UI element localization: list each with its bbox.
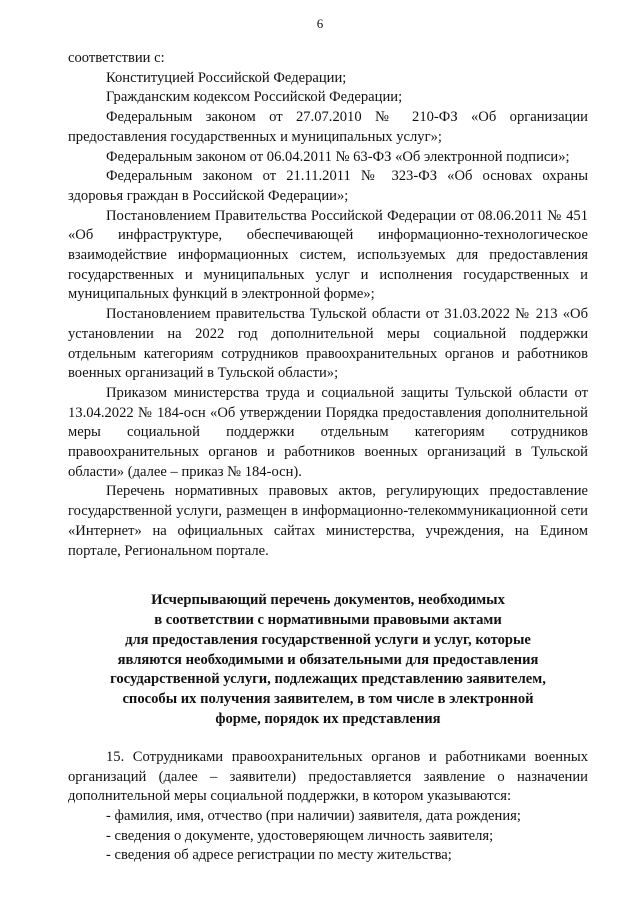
spacer [68, 730, 588, 748]
page-number: 6 [316, 16, 324, 31]
list-item: - сведения об адресе регистрации по месту жительства; [106, 847, 452, 864]
order-184-osn: Приказом министерства труда и социальной защиты Тульской области от 13.04.2022 № 184-осн «Об утверждении Порядка предоставления дополнительной меры социальной поддержки отдельным категориям сотрудников правоохранительных органов и работников военных организаций в Тульской области» (далее – приказ № 184-осн). [68, 384, 588, 480]
heading-line: Исчерпывающий перечень документов, необходимых [151, 592, 505, 609]
heading-line: в соответствии с нормативными правовыми актами [154, 612, 502, 629]
document-body [68, 49, 588, 866]
heading-line: способы их получения заявителем, в том числе в электронной [122, 691, 534, 708]
law-civil-code: Гражданским кодексом Российской Федерации; [106, 89, 403, 106]
publication-paragraph: Перечень нормативных правовых актов, регулирующих предоставление государственной услуги, размещен в информационно-телекоммуникационной сети «Интернет» на официальных сайтах министерства, учреждения, на Едином портале, Региональном портале. [68, 483, 588, 559]
list-item: - сведения о документе, удостоверяющем личность заявителя; [106, 827, 494, 844]
heading-line: для предоставления государственной услуги и услуг, которые [125, 631, 531, 648]
law-constitution: Конституцией Российской Федерации; [106, 69, 347, 86]
section-heading [68, 591, 588, 730]
intro-line: соответствии с: [68, 50, 165, 66]
law-323-fz: Федеральным законом от 21.11.2011 № 323-ФЗ «Об основах охраны здоровья граждан в Российской Федерации»; [68, 168, 588, 204]
list-item: - фамилия, имя, отчество (при наличии) заявителя, дата рождения; [106, 807, 521, 824]
heading-line: являются необходимыми и обязательными для предоставления [117, 651, 539, 668]
decree-tula-213: Постановлением правительства Тульской области от 31.03.2022 № 213 «Об установлении на 2022 год дополнительной меры социальной поддержки отдельным категориям сотрудников правоохранительных органов и работников военных организаций в Тульской области»; [68, 306, 588, 382]
item-15: 15. Сотрудниками правоохранительных органов и работниками военных организаций (далее – заявители) предоставляется заявление о назначении дополнительной меры социальной поддержки, в котором указываются: [68, 748, 588, 805]
law-63-fz: Федеральным законом от 06.04.2011 № 63-ФЗ «Об электронной подписи»; [106, 148, 570, 165]
law-210-fz: Федеральным законом от 27.07.2010 № 210-ФЗ «Об организации предоставления государственных и муниципальных услуг»; [68, 109, 588, 145]
heading-line: форме, порядок их представления [215, 711, 441, 728]
heading-line: государственной услуги, подлежащих представлению заявителем, [110, 671, 546, 688]
decree-451: Постановлением Правительства Российской Федерации от 08.06.2011 № 451 «Об инфраструктуре, обеспечивающей информационно-технологическое взаимодействие информационных систем, используемых для предоставления государственных и муниципальных услуг и исполнения государственных и муниципальных функций в электронной форме»; [68, 207, 588, 303]
